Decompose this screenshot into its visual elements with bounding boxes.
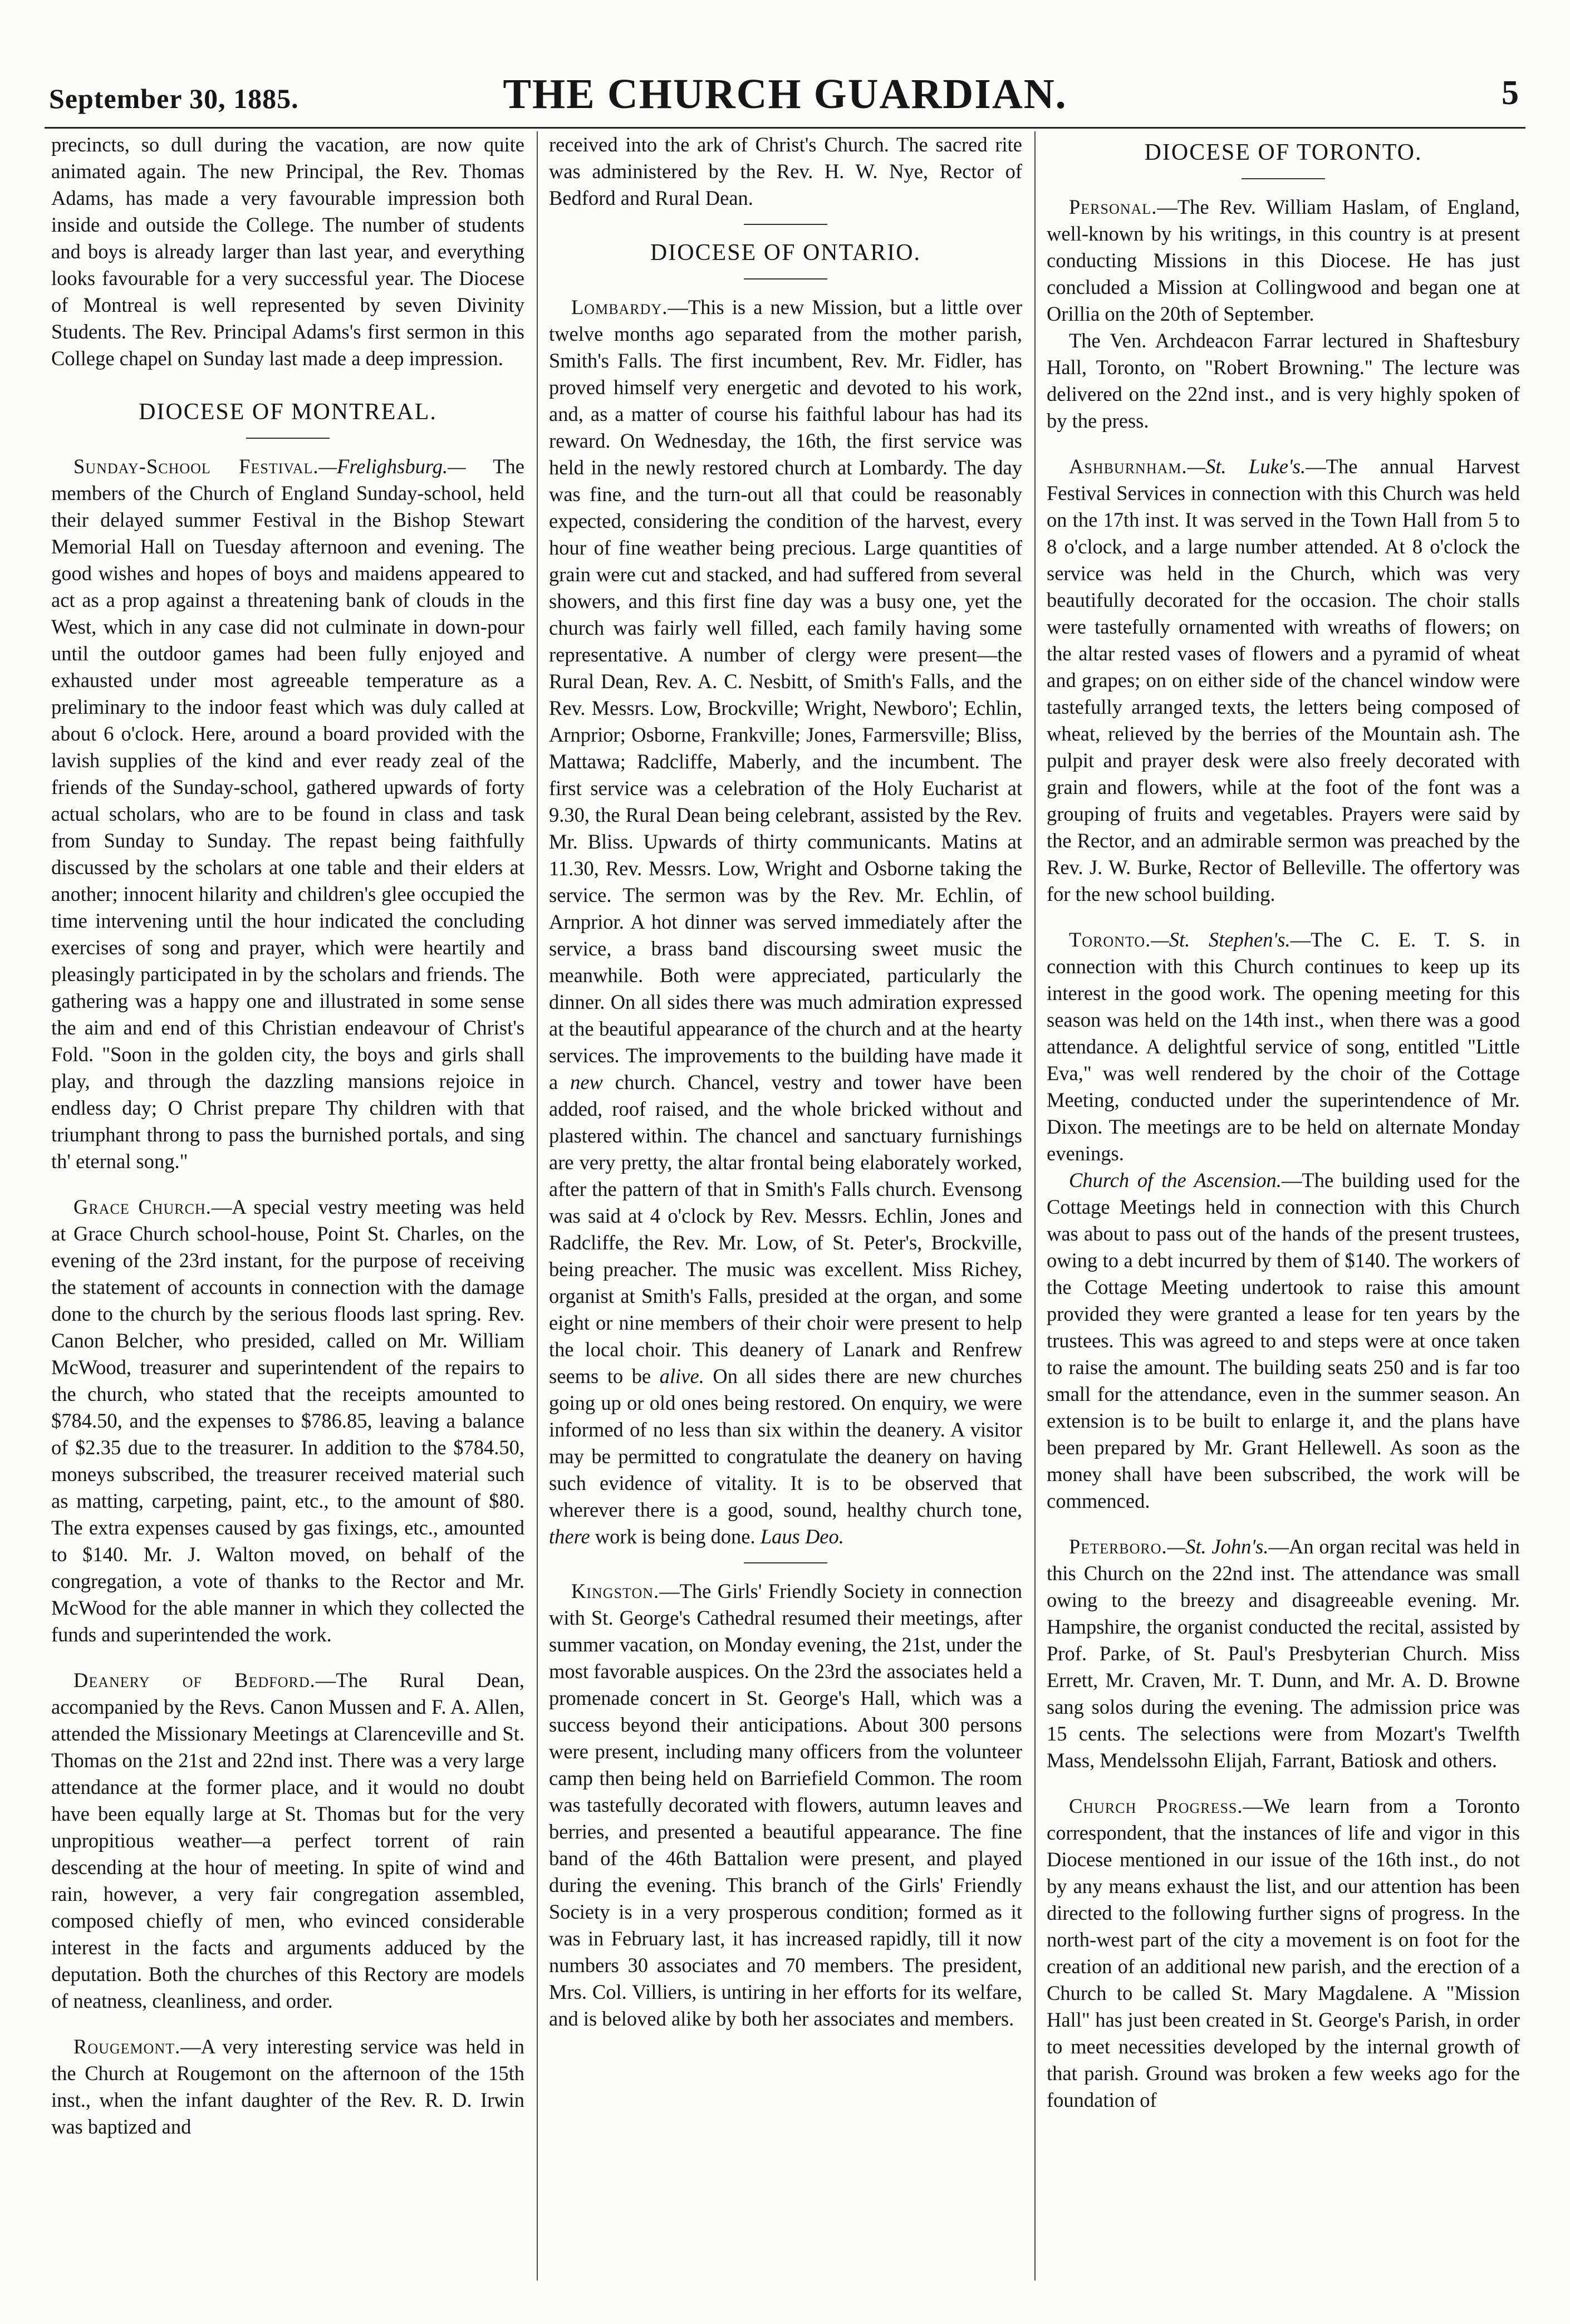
- article-body: —A special vestry meeting was held at Grace Church school-house, Point St. Charles, on the evening of the 23rd instant, for the purpose of receiving the statement of accounts in connection with the damage done to the church by the serious floods last spring. Rev. Canon Belcher, who presided, called on Mr. William McWood, treasurer and superintendent of the repairs to the church, who stated that the receipts amounted to $784.50, and the expenses to $786.85, leaving a balance of $2.35 due to the treasurer. In addition to the $784.50, moneys subscribed, the treasurer received material such as matting, carpeting, paint, etc., to the amount of $80. The extra expenses caused by gas fixings, etc., amounted to $140. Mr. J. Walton moved, on behalf of the congregation, a vote of thanks to the Rector and Mr. McWood for the able manner in which they collected the funds and superintended the work.: [51, 1195, 524, 1646]
- article-church-of-ascension: [1047, 1167, 1520, 1514]
- article-body: The members of the Church of England Sunday-school, held their delayed summer Festival in the Bishop Stewart Memorial Hall on Tuesday afternoon and evening. The good wishes and hopes of boys and maidens appeared to act as a prop against a threatening bank of clouds in the West, which in any case did not culminate in down-pour until the outdoor games had been fully enjoyed and exhausted under most agreeable temperature as a preliminary to the indoor feast which was duly called at about 6 o'clock. Here, around a board provided with the lavish supplies of the kind and ever ready zeal of the friends of the Sunday-school, gathered upwards of forty actual scholars, who are to be found in class and task from Sunday to Sunday. The repast being faithfully discussed by the scholars at one table and their elders at another; innocent hilarity and children's glee occupied the time intervening until the hour indicated the concluding exercises of song and prayer, which were heartily and pleasingly participated in by the scholars and friends. The gathering was a happy one and illustrated in some sense the aim and end of this Christian endeavour of Christ's Fold. "Soon in the golden city, the boys and girls shall play, and through the dazzling mansions rejoice in endless day; O Christ prepare Thy children with that triumphant throng to pass the burnished portals, and sing th' eternal song.": [51, 455, 524, 1173]
- article-place: —St. Stephen's.: [1151, 928, 1291, 951]
- column-divider: [1034, 131, 1036, 2281]
- article-body: —The Girls' Friendly Society in connection with St. George's Cathedral resumed their meetings, after summer vacation, on Monday evening, the 21st, under the most favorable auspices. On the 23rd the associates held a promenade concert in St. George's Hall, which was a success beyond their anticipations. About 300 persons were present, including many officers from the volunteer camp then being held on Barriefield Common. The room was tastefully decorated with flowers, autumn leaves and berries, and presented a beautiful appearance. The fine band of the 46th Battalion were present, and played during the evening. This branch of the Girls' Friendly Society is in a very prosperous condition; formed as it was in February last, it has increased rapidly, till it now numbers 30 associates and 70 members. The president, Mrs. Col. Villiers, is untiring in her efforts for its welfare, and is beloved alike by both her associates and members.: [549, 1580, 1022, 2030]
- article-body: —This is a new Mission, but a little over twelve months ago separated from the mother parish, Smith's Falls. The first incumbent, Rev. Mr. Fidler, has proved himself very energetic and devoted to his work, and, as a matter of course his faithful labour has had its reward. On Wednesday, the 16th, the first service was held in the newly restored church at Lombardy. The day was fine, and the turn-out all that could be reasonably expected, considering the condition of the harvest, every hour of fine weather being precious. Large quantities of grain were cut and stacked, and had suffered from several showers, and this first fine day was a busy one, yet the church was fairly well filled, each family having some representative. A number of clergy were present—the Rural Dean, Rev. A. C. Nesbitt, of Smith's Falls, and the Rev. Messrs. Low, Brockville; Wright, Newboro'; Echlin, Arnprior; Osborne, Frankville; Jones, Farmersville; Bliss, Mattawa; Radcliffe, Maberly, and the incumbent. The first service was a celebration of the Holy Eucharist at 9.30, the Rural Dean being celebrant, assisted by the Rev. Mr. Bliss. Upwards of thirty communicants. Matins at 11.30, Rev. Messrs. Low, Wright and Osborne taking the service. The sermon was by the Rev. Mr. Echlin, of Arnprior. A hot dinner was served immediately after the service, a brass band discoursing sweet music the meanwhile. Both were appreciated, particularly the dinner. On all sides there was much admiration expressed at the beautiful appearance of the church and at the hearty services. The improvements to the building have made it a: [549, 296, 1022, 1094]
- article-lead: Kingston.: [571, 1580, 660, 1602]
- article-continuation: received into the ark of Christ's Church. The sacred rite was administered by the Rev. H. W. Nye, Rector of Bedford and Rural Dean.: [549, 133, 1022, 209]
- article-grace-church: [51, 1194, 524, 1648]
- article-lead: Church Progress.: [1069, 1795, 1243, 1817]
- article-toronto-st-stephens: [1047, 926, 1520, 1167]
- article-body: On all sides there are new churches going up or old ones being restored. On enquiry, we were informed of no less than six within the deanery. A visitor may be permitted to congratulate the deanery on having such evidence of vitality. It is to be observed that wherever there is a good, sound, healthy church tone,: [549, 1365, 1022, 1521]
- article-signoff: Laus Deo.: [760, 1525, 844, 1548]
- section-heading: DIOCESE OF TORONTO.: [1144, 140, 1422, 165]
- article-lead: Rougemont.: [73, 2035, 181, 2058]
- issue-date: September 30, 1885.: [49, 83, 299, 114]
- heading-rule: [744, 224, 827, 225]
- article-body: —The annual Harvest Festival Services in connection with this Church was held on the 17th inst. It was served in the Town Hall from 5 to 8 o'clock, and a large number attended. At 8 o'clock the service was held in the Church, which was very beautifully decorated for the occasion. The choir stalls were tastefully ornamented with wreaths of flowers; on the altar rested vases of flowers and a pyramid of wheat and grapes; on on either side of the chancel window were tastefully arranged texts, the letters being composed of wheat, relieved by the berries of the Mountain ash. The pulpit and prayer desk were also freely decorated with grain and flowers, while at the foot of the font was a grouping of fruits and vegetables. Prayers were said by the Rector, and an admirable sermon was preached by the Rev. J. W. Burke, Rector of Belleville. The offertory was for the new school building.: [1047, 455, 1520, 905]
- section-heading: DIOCESE OF ONTARIO.: [650, 240, 921, 266]
- article-lead: Grace Church.: [73, 1195, 212, 1218]
- article-place: Church of the Ascension.: [1069, 1169, 1282, 1192]
- heading-rule: [744, 1562, 827, 1563]
- article-continuation: precincts, so dull during the vacation, are now quite animated again. The new Principal, the Rev. Thomas Adams, has made a very favourable impression both inside and outside the College. The number of students and boys is already larger than last year, and everything looks favourable for a very successful year. The Diocese of Montreal is well represented by seven Divinity Students. The Rev. Principal Adams's first sermon in this College chapel on Sunday last made a deep impression.: [51, 133, 524, 370]
- masthead: [0, 0, 1570, 139]
- article-body: —A very interesting service was held in the Church at Rougemont on the afternoon of the 15th inst., when the infant daughter of the Rev. R. D. Irwin was baptized and: [51, 2035, 524, 2138]
- article-place: —St. John's.: [1167, 1535, 1269, 1558]
- article-lead: Deanery of Bedford.: [73, 1669, 316, 1691]
- article-place: —St. Luke's.: [1187, 455, 1306, 478]
- column-2: [549, 131, 1022, 2286]
- article-kingston: [549, 1578, 1022, 2032]
- article-farrar-lecture: The Ven. Archdeacon Farrar lectured in Shaftesbury Hall, Toronto, on "Robert Browning." The lecture was delivered on the 22nd inst., and is very highly spoken of by the press.: [1047, 329, 1520, 432]
- article-body: —The building used for the Cottage Meetings held in connection with this Church was about to pass out of the hands of the present trustees, owing to a debt incurred by them of $140. The workers of the Cottage Meeting undertook to raise this amount provided they were granted a lease for ten years by the trustees. This was agreed to and steps were at once taken to raise the amount. The building seats 250 and is far too small for the attendance, even in the summer season. An extension is to be built to enlarge it, and the plans have been prepared by Mr. Grant Hellewell. As soon as the money shall have been subscribed, the work will be commenced.: [1047, 1169, 1520, 1512]
- article-lead: Toronto.: [1069, 928, 1151, 951]
- article-personal: [1047, 194, 1520, 327]
- column-divider: [537, 131, 538, 2281]
- masthead-rule: [45, 127, 1525, 129]
- article-body: —We learn from a Toronto correspondent, that the instances of life and vigor in this Diocese mentioned in our issue of the 16th inst., do not by any means exhaust the list, and our attention has been directed to the following further signs of progress. In the north-west part of the city a movement is on foot for the creation of an additional new parish, and the erection of a Church to be called St. Mary Magdalene. A "Mission Hall" has just been created in St. George's Parish, in order to meet necessities developed by the internal growth of that parish. Ground was broken a few weeks ago for the foundation of: [1047, 1795, 1520, 2111]
- article-body: —The C. E. T. S. in connection with this Church continues to keep up its interest in the good work. The opening meeting for this season was held on the 14th inst., when there was a good attendance. A delightful service of song, entitled "Little Eva," was well rendered by the choir of the Cottage Meeting, conducted under the superintendence of Mr. Dixon. The meetings are to be held on alternate Monday evenings.: [1047, 928, 1520, 1165]
- article-ashburnham: [1047, 453, 1520, 908]
- newspaper-title: THE CHURCH GUARDIAN.: [503, 71, 1067, 117]
- article-peterboro: [1047, 1533, 1520, 1774]
- article-lombardy: [549, 294, 1022, 1550]
- article-emphasis: new: [570, 1071, 603, 1094]
- article-lead: Sunday-School Festival.: [73, 455, 319, 478]
- heading-rule: [744, 278, 827, 280]
- article-deanery-of-bedford: [51, 1667, 524, 2014]
- heading-rule: [1242, 178, 1325, 179]
- article-emphasis: alive.: [659, 1365, 704, 1387]
- column-1: [51, 131, 524, 2286]
- article-body: —The Rev. William Haslam, of England, well-known by his writings, in this country is at present conducting Missions in this Diocese. He has just concluded a Mission at Collingwood and began one at Orillia on the 20th of September.: [1047, 195, 1520, 325]
- heading-rule: [246, 438, 330, 439]
- article-sunday-school-festival: [51, 453, 524, 1175]
- article-church-progress: [1047, 1793, 1520, 2114]
- article-body: work is being done.: [595, 1525, 755, 1548]
- section-heading: DIOCESE OF MONTREAL.: [139, 399, 437, 425]
- article-body: —The Rural Dean, accompanied by the Revs. Canon Mussen and F. A. Allen, attended the Missionary Meetings at Clarenceville and St. Thomas on the 21st and 22nd inst. There was a very large attendance at the former place, and it would no doubt have been equally large at St. Thomas but for the very unpropitious weather—a perfect torrent of rain descending at the hour of meeting. In spite of wind and rain, however, a very fair congregation assembled, composed chiefly of men, who evinced considerable interest in the facts and arguments adduced by the deputation. Both the churches of this Rectory are models of neatness, cleanliness, and order.: [51, 1669, 524, 2012]
- column-3: [1047, 131, 1520, 2286]
- article-place: —Frelighsburg.—: [318, 455, 466, 478]
- article-body: church. Chancel, vestry and tower have been added, roof raised, and the whole bricked without and plastered within. The chancel and sanctuary furnishings are very pretty, the altar frontal being elaborately worked, after the pattern of that in Smith's Falls church. Evensong was said at 4 o'clock by Rev. Messrs. Echlin, Jones and Radcliffe, the Rev. Mr. Low, of St. Peter's, Brockville, being preacher. The music was excellent. Miss Richey, organist at Smith's Falls, presided at the organ, and some eight or nine members of their choir were present to help the local choir. This deanery of Lanark and Renfrew seems to be: [549, 1071, 1022, 1387]
- article-lead: Personal.: [1069, 195, 1157, 218]
- article-lead: Peterboro.: [1069, 1535, 1167, 1558]
- article-lead: Lombardy.: [571, 296, 668, 318]
- page-number: 5: [1502, 74, 1519, 112]
- article-lead: Ashburnham.: [1069, 455, 1188, 478]
- article-emphasis: there: [549, 1525, 590, 1548]
- article-rougemont: [51, 2033, 524, 2140]
- article-body: —An organ recital was held in this Church on the 22nd inst. The attendance was small owing to the breezy and disagreeable evening. Mr. Hampshire, the organist conducted the recital, assisted by Prof. Parke, of St. Paul's Presbyterian Church. Miss Errett, Mr. Craven, Mr. T. Dunn, and Mr. A. D. Browne sang solos during the evening. The admission price was 15 cents. The selections were from Mozart's Twelfth Mass, Mendelssohn Elijah, Farrant, Batiosk and others.: [1047, 1535, 1520, 1772]
